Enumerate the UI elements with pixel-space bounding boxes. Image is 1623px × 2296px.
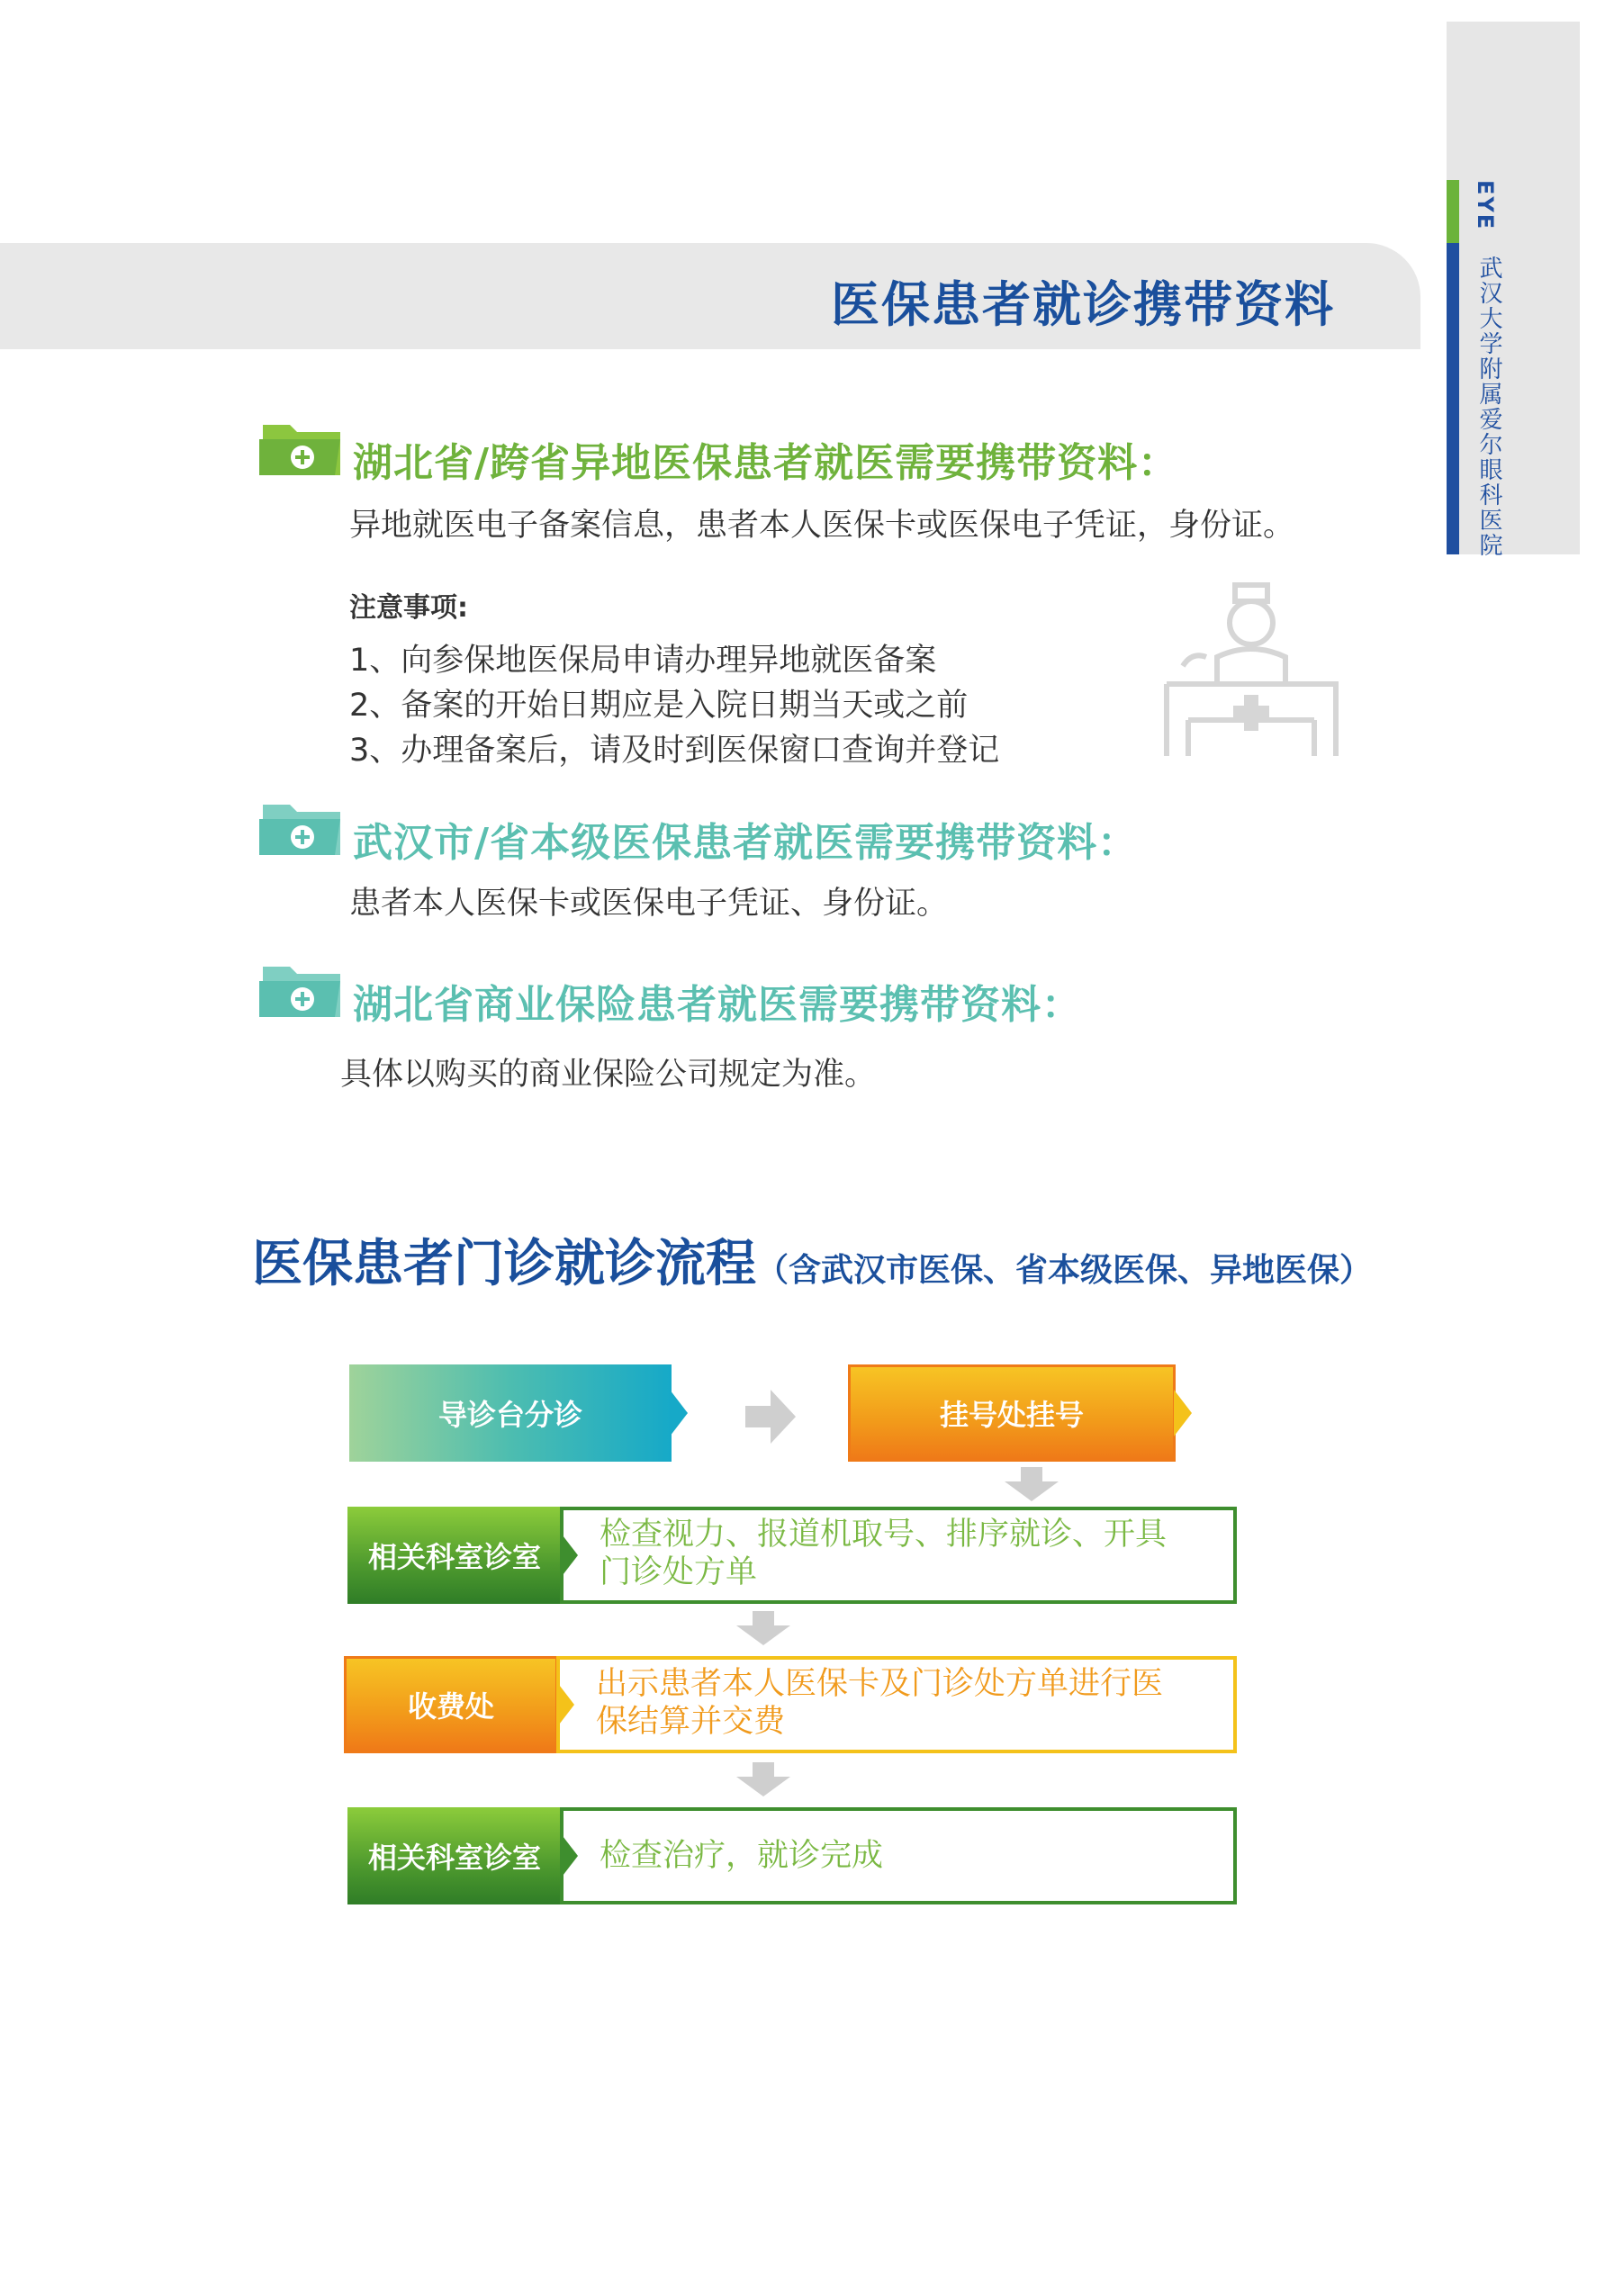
registration-step (848, 1364, 1176, 1462)
step-label: 相关科室诊室 (367, 1841, 541, 1875)
step-description (560, 1807, 1237, 1904)
desc-line: 检查视力、报道机取号、排序就诊、开具 (600, 1517, 1168, 1553)
page-title: 医保患者就诊携带资料 (831, 276, 1335, 333)
flow-subtitle: （含武汉市医保、省本级医保、异地医保） (756, 1252, 1373, 1289)
desc-line: 检查治疗，就诊完成 (600, 1838, 884, 1874)
section-body: 具体以购买的商业保险公司规定为准。 (340, 1057, 877, 1093)
clinic-room-step (347, 1807, 562, 1904)
desc-line: 出示患者本人医保卡及门诊处方单进行医 (596, 1666, 1164, 1702)
triage-desk-step (349, 1364, 672, 1462)
step-label: 收费处 (407, 1689, 494, 1724)
step-label: 挂号处挂号 (939, 1398, 1084, 1432)
section-body: 异地就医电子备案信息，患者本人医保卡或医保电子凭证，身份证。 (349, 508, 1295, 544)
medical-folder-icon (259, 796, 344, 859)
medical-folder-icon (259, 958, 344, 1021)
note-item: 2、备案的开始日期应是入院日期当天或之前 (349, 688, 969, 724)
arrow-down-icon (1005, 1467, 1059, 1501)
nurse-icon (1161, 576, 1341, 765)
hospital-name: 武汉大学附属爱尔眼科医院 (1475, 256, 1502, 558)
arrow-down-icon (736, 1611, 790, 1645)
arrow-down-icon (736, 1762, 790, 1796)
flow-title (252, 1224, 1372, 1296)
step-label: 导诊台分诊 (437, 1398, 582, 1432)
notes-title: 注意事项: (349, 592, 468, 624)
side-tab (1447, 22, 1580, 554)
step-label: 相关科室诊室 (367, 1540, 541, 1574)
cashier-step (344, 1656, 558, 1753)
side-bar-accent (1447, 180, 1459, 243)
section-body: 患者本人医保卡或医保电子凭证、身份证。 (349, 886, 949, 922)
section-heading: 湖北省/跨省异地医保患者就医需要携带资料： (353, 440, 1179, 486)
desc-line: 门诊处方单 (600, 1554, 758, 1590)
section-heading: 武汉市/省本级医保患者就医需要携带资料： (353, 820, 1139, 866)
flow-title-main: 医保患者门诊就诊流程 (252, 1235, 756, 1293)
medical-folder-icon (259, 416, 344, 479)
step-description (560, 1507, 1237, 1604)
arrow-right-icon (745, 1390, 796, 1444)
note-item: 3、办理备案后，请及时到医保窗口查询并登记 (349, 733, 1000, 769)
note-item: 1、向参保地医保局申请办理异地就医备案 (349, 643, 937, 679)
pointer-icon (1174, 1390, 1192, 1436)
pointer-icon (670, 1390, 688, 1436)
step-description (556, 1656, 1237, 1753)
desc-line: 保结算并交费 (596, 1704, 786, 1740)
section-heading: 湖北省商业保险患者就医需要携带资料： (353, 982, 1082, 1028)
clinic-room-step (347, 1507, 562, 1604)
eye-logo: EYE (1473, 180, 1498, 231)
